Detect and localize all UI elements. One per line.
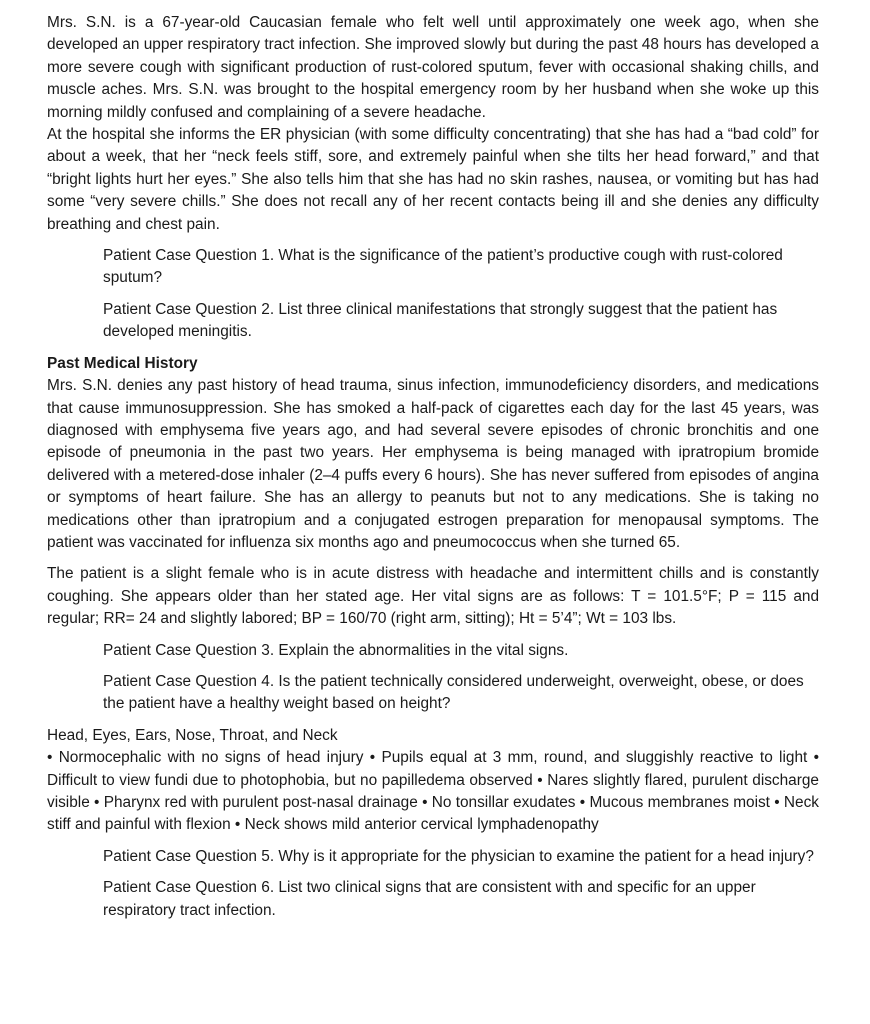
case-question-5: Patient Case Question 5. Why is it appropriate for the physician to examine the patient for a head injury?: [103, 847, 814, 865]
questions-block-2: [47, 640, 819, 716]
case-question-4: Patient Case Question 4. Is the patient technically considered underweight, overweight, obese, or does the patient have a healthy weight based on height?: [103, 672, 804, 713]
document-page: [47, 12, 819, 922]
past-medical-history-section: [47, 353, 819, 555]
case-question-1: Patient Case Question 1. What is the significance of the patient’s productive cough with rust-colored sputum?: [103, 247, 783, 287]
past-medical-history-text: Mrs. S.N. denies any past history of head trauma, sinus infection, immunodeficiency disorders, and medications that cause immunosuppression. She has smoked a half-pack of cigarettes each day for the last 45 years, was diagnosed with emphysema five years ago, and had several severe episodes of chronic bronchitis and one episode of pneumonia in the past two years. Her emphysema is being managed with ipratropium bromide delivered with a metered-dose inhaler (2–4 puffs every 6 hours). She has never suffered from episodes of angina or symptoms of heart failure. She has an allergy to peanuts but not to any medications. She is taking no medications other than ipratropium and a conjugated estrogen preparation for menopausal symptoms. The patient was vaccinated for influenza six months ago and pneumococcus when she turned 65.: [47, 377, 819, 551]
heent-findings: • Normocephalic with no signs of head injury • Pupils equal at 3 mm, round, and sluggishly reactive to light • Difficult to view fundi due to photophobia, but no papilledema observed • Nares slightly flared, purulent discharge visible • Pharynx red with purulent post-nasal drainage • No tonsillar exudates • Mucous membranes moist • Neck stiff and painful with flexion • Neck shows mild anterior cervical lymphadenopathy: [47, 749, 819, 834]
heent-heading: Head, Eyes, Ears, Nose, Throat, and Neck: [47, 726, 338, 744]
case-intro-paragraph-1: Mrs. S.N. is a 67-year-old Caucasian female who felt well until approximately one week ago, when she developed an upper respiratory tract infection. She improved slowly but during the past 48 hours has developed a more severe cough with significant production of rust-colored sputum, fever with occasional shaking chills, and muscle aches. Mrs. S.N. was brought to the hospital emergency room by her husband when she woke up this morning mildly confused and complaining of a severe headache.: [47, 14, 819, 121]
case-question-3: Patient Case Question 3. Explain the abnormalities in the vital signs.: [103, 641, 569, 659]
questions-block-1: [47, 245, 819, 344]
case-question-6: Patient Case Question 6. List two clinical signs that are consistent with and specific for an upper respiratory tract infection.: [103, 879, 756, 919]
questions-block-3: [47, 846, 819, 922]
past-medical-history-heading: Past Medical History: [47, 354, 198, 372]
case-intro-paragraph-2: At the hospital she informs the ER physician (with some difficulty concentrating) that she has had a “bad cold” for about a week, that her “neck feels stiff, sore, and extremely painful when she tilts her head forward,” and that “bright lights hurt her eyes.” She also tells him that she has had no skin rashes, nausea, or vomiting but has had some “very severe chills.” She does not recall any of her recent contacts being ill and she denies any difficulty breathing and chest pain.: [47, 126, 819, 233]
heent-section: [47, 725, 819, 837]
case-question-2: Patient Case Question 2. List three clinical manifestations that strongly suggest that the patient has developed meningitis.: [103, 300, 778, 341]
general-appearance-paragraph: The patient is a slight female who is in acute distress with headache and intermittent chills and is constantly coughing. She appears older than her stated age. Her vital signs are as follows: T = 101.5°F; P = 115 and regular; RR= 24 and slightly labored; BP = 160/70 (right arm, sitting); Ht = 5’4”; Wt = 103 lbs.: [47, 565, 819, 628]
